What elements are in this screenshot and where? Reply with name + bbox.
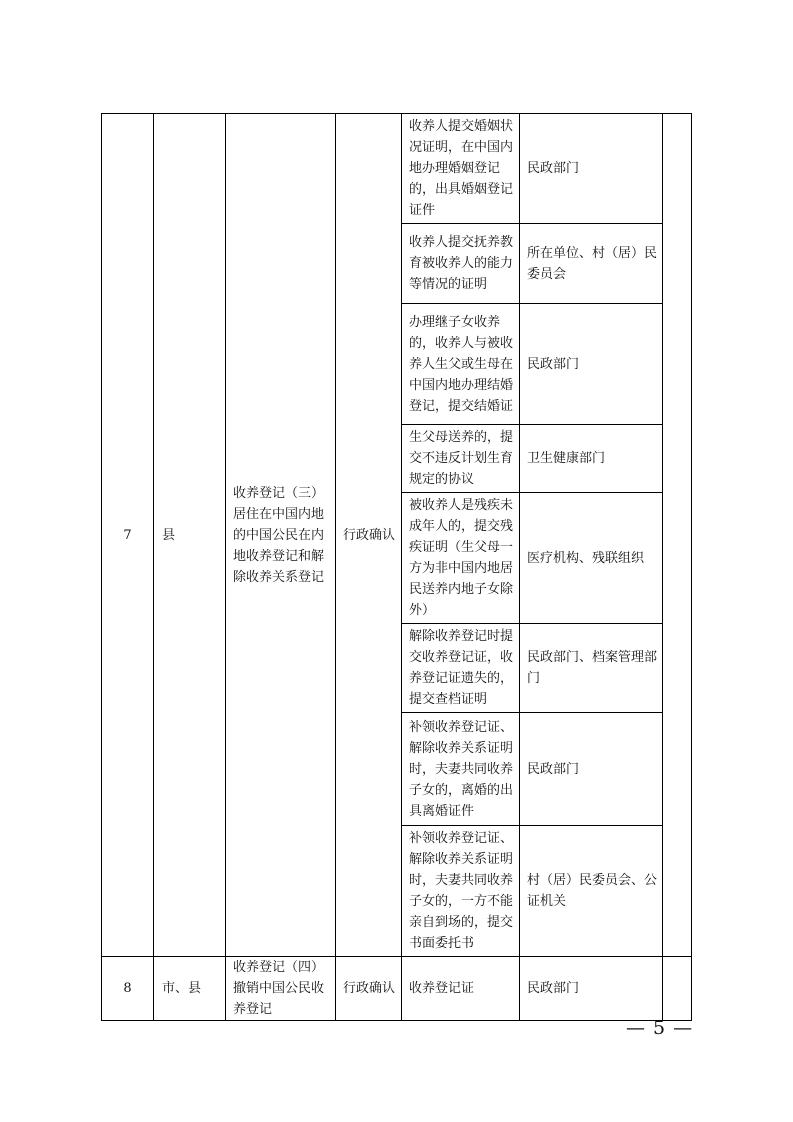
department-cell: 村（居）民委员会、公证机关 (520, 826, 663, 957)
page-number: — 5 — (626, 1017, 694, 1039)
material-cell: 解除收养登记时提交收养登记证，收养登记证遗失的，提交查档证明 (402, 624, 520, 713)
remark-cell (663, 114, 692, 957)
certification-materials-table (101, 113, 692, 1021)
material-cell: 生父母送养的，提交不违反计划生育规定的协议 (402, 425, 520, 493)
department-cell: 民政部门、档案管理部门 (520, 624, 663, 713)
item-name: 收养登记（三）居住在中国内地的中国公民在内地收养登记和解除收养关系登记 (226, 114, 336, 957)
admin-level: 县 (154, 114, 226, 957)
department-cell: 民政部门 (520, 713, 663, 826)
material-cell: 办理继子女收养的，收养人与被收养人生父或生母在中国内地办理结婚登记，提交结婚证 (402, 304, 520, 425)
remark-cell (663, 957, 692, 1021)
item-type: 行政确认 (336, 957, 402, 1021)
table-row (102, 114, 692, 224)
department-cell: 医疗机构、残联组织 (520, 493, 663, 624)
material-cell: 补领收养登记证、解除收养关系证明时，夫妻共同收养子女的，一方不能亲自到场的，提交书面委托书 (402, 826, 520, 957)
table-row (102, 957, 692, 1021)
department-cell: 民政部门 (520, 304, 663, 425)
material-cell: 被收养人是残疾未成年人的，提交残疾证明（生父母一方为非中国内地居民送养内地子女除外） (402, 493, 520, 624)
item-type: 行政确认 (336, 114, 402, 957)
admin-level: 市、县 (154, 957, 226, 1021)
item-name: 收养登记（四）撤销中国公民收养登记 (226, 957, 336, 1021)
material-cell: 收养人提交抚养教育被收养人的能力等情况的证明 (402, 224, 520, 304)
row-number: 8 (102, 957, 154, 1021)
department-cell: 民政部门 (520, 114, 663, 224)
material-cell: 收养登记证 (402, 957, 520, 1021)
department-cell: 民政部门 (520, 957, 663, 1021)
material-cell: 收养人提交婚姻状况证明，在中国内地办理婚姻登记的，出具婚姻登记证件 (402, 114, 520, 224)
department-cell: 卫生健康部门 (520, 425, 663, 493)
material-cell: 补领收养登记证、解除收养关系证明时，夫妻共同收养子女的，离婚的出具离婚证件 (402, 713, 520, 826)
department-cell: 所在单位、村（居）民委员会 (520, 224, 663, 304)
row-number: 7 (102, 114, 154, 957)
